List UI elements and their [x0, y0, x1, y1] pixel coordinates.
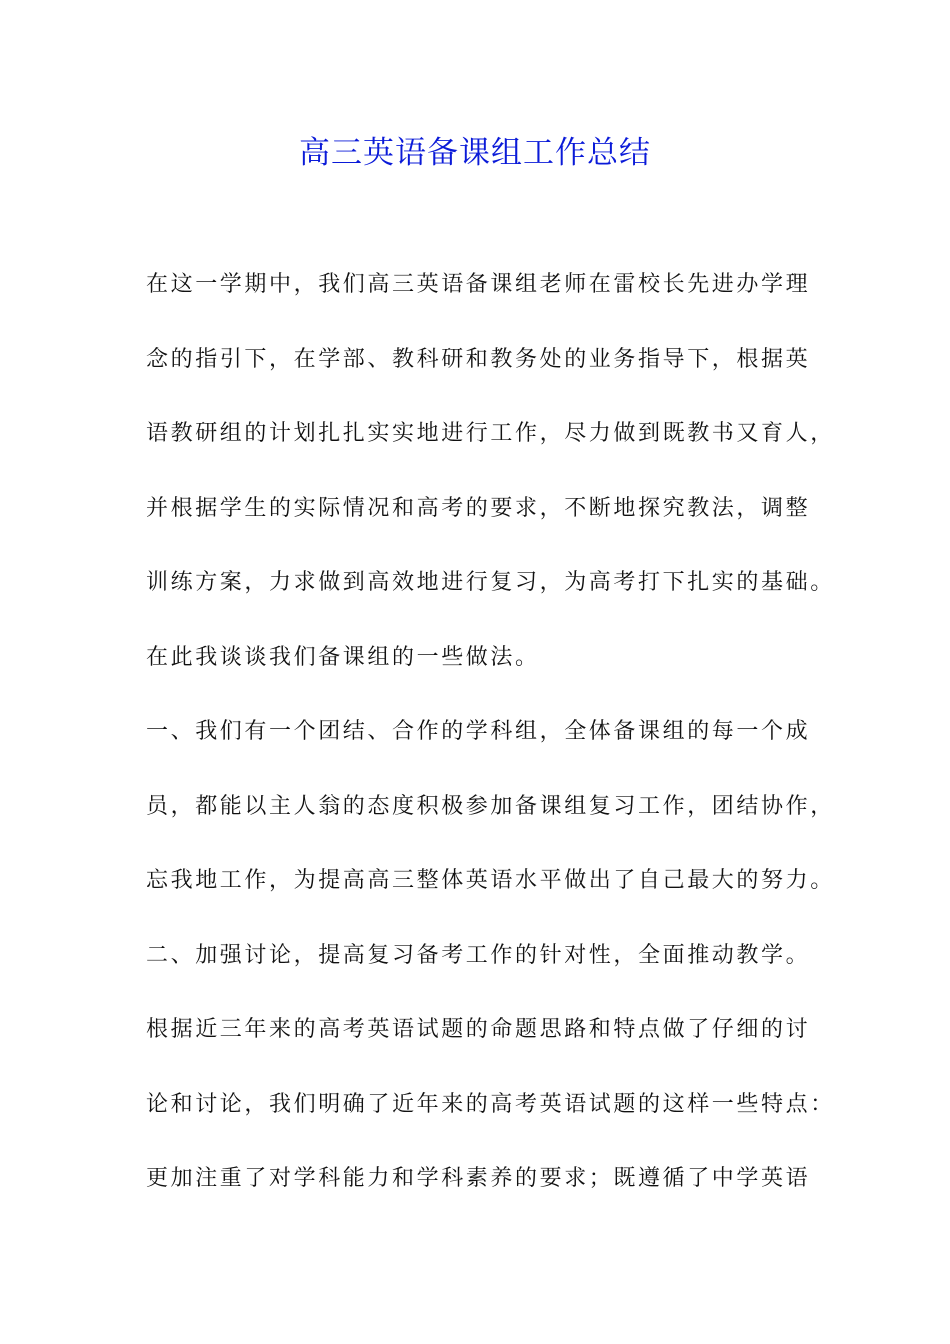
body-line: 根据近三年来的高考英语试题的命题思路和特点做了仔细的讨	[146, 1017, 811, 1042]
body-line: 更加注重了对学科能力和学科素养的要求；既遵循了中学英语	[146, 1166, 811, 1191]
body-line: 论和讨论，我们明确了近年来的高考英语试题的这样一些特点：	[146, 1091, 835, 1117]
body-line: 在这一学期中，我们高三英语备课组老师在雷校长先进办学理	[146, 272, 811, 297]
body-line: 在此我谈谈我们备课组的一些做法。	[146, 644, 540, 670]
body-line: 语教研组的计划扎扎实实地进行工作，尽力做到既教书又育人，	[146, 421, 835, 446]
body-line: 一、我们有一个团结、合作的学科组，全体备课组的每一个成	[146, 719, 811, 744]
body-line: 训练方案，力求做到高效地进行复习，为高考打下扎实的基础。	[146, 570, 835, 595]
body-line: 员，都能以主人翁的态度积极参加备课组复习工作，团结协作，	[146, 793, 835, 819]
document-title: 高三英语备课组工作总结	[299, 135, 651, 171]
document-body	[146, 260, 835, 1229]
body-line: 念的指引下，在学部、教科研和教务处的业务指导下，根据英	[146, 346, 811, 372]
body-line: 忘我地工作，为提高高三整体英语水平做出了自己最大的努力。	[146, 868, 835, 893]
body-line: 二、加强讨论，提高复习备考工作的针对性，全面推动教学。	[146, 942, 811, 968]
body-line: 并根据学生的实际情况和高考的要求，不断地探究教法，调整	[146, 495, 811, 521]
